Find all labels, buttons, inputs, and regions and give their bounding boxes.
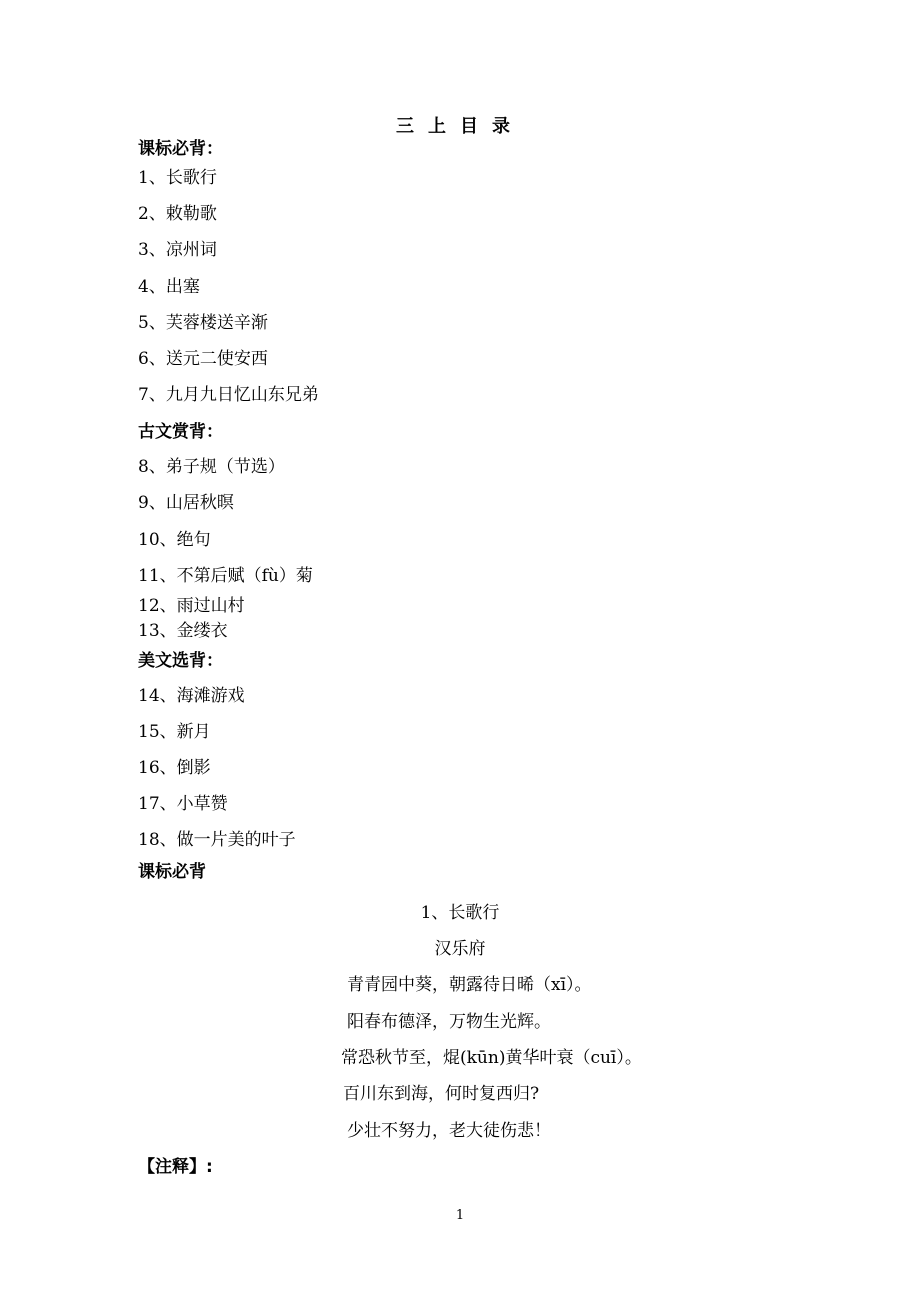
poem-line: 阳春布德泽，万物生光辉。 [347,1012,551,1032]
section-heading-classical: 古文赏背： [138,422,223,442]
toc-item: 5、芙蓉楼送辛渐 [138,313,268,333]
section-heading-prose: 美文选背： [138,651,223,671]
poem-line: 青青园中葵，朝露待日晞（xī）。 [347,975,592,995]
toc-item: 8、弟子规（节选） [138,457,285,477]
toc-item: 10、绝句 [138,530,211,550]
poem-line: 百川东到海，何时复西归? [343,1084,540,1104]
toc-item: 13、金缕衣 [138,621,228,641]
toc-item: 9、山居秋暝 [138,493,234,513]
toc-item: 16、倒影 [138,758,211,778]
toc-item: 14、海滩游戏 [138,686,245,706]
poem-title: 1、长歌行 [420,903,500,923]
poem-line: 常恐秋节至，焜(kūn)黄华叶衰（cuī）。 [341,1048,642,1068]
toc-item: 3、凉州词 [138,240,217,260]
toc-item: 1、长歌行 [138,168,217,188]
toc-item: 2、敕勒歌 [138,204,217,224]
toc-item: 6、送元二使安西 [138,349,268,369]
notes-label: 【注释】: [138,1157,213,1177]
page-title: 三上目录 [396,116,524,137]
toc-item: 7、九月九日忆山东兄弟 [138,385,319,405]
toc-item: 15、新月 [138,722,211,742]
toc-item: 18、做一片美的叶子 [138,830,296,850]
body-heading: 课标必背 [138,862,206,882]
toc-item: 4、出塞 [138,277,200,297]
toc-item: 12、雨过山村 [138,596,245,616]
toc-item: 11、不第后赋（fù）菊 [138,566,313,586]
poem-line: 少壮不努力，老大徒伤悲！ [347,1121,551,1141]
page-number: 1 [455,1208,465,1223]
section-heading-required: 课标必背： [138,139,223,159]
poem-author: 汉乐府 [434,939,486,959]
toc-item: 17、小草赞 [138,794,228,814]
